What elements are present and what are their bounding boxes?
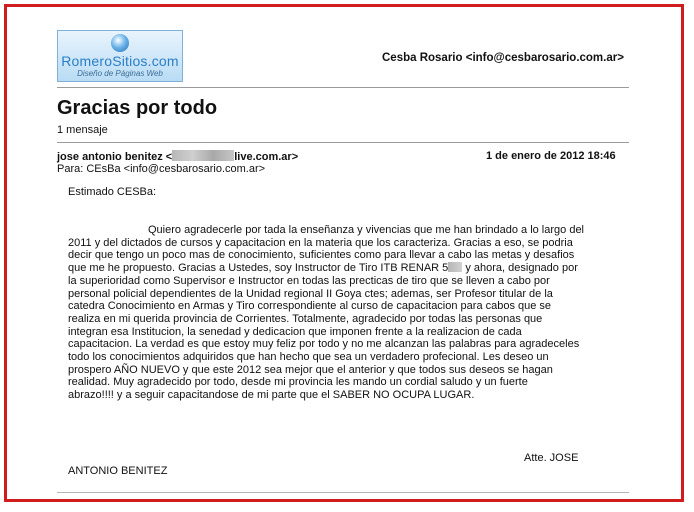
email-subject: Gracias por todo bbox=[57, 97, 218, 119]
body-line: prospero AÑO NUEVO y que este 2012 sea mejor que el anterior y que todos sus deseos se hagan bbox=[68, 363, 553, 376]
from-domain: live.com.ar> bbox=[234, 151, 299, 163]
redacted-email bbox=[172, 150, 234, 161]
body-line: capacitacion. La verdad es que estoy muy feliz por todo y no me alcanzan las palabras para agradeceles bbox=[68, 338, 580, 351]
body-line: catedra Conocimiento en Armas y Tiro correspondiente al curso de capacitacion para cabos que se bbox=[68, 300, 552, 313]
body-line: todo los conocimientos adquiridos que han hecho que sea un verdadero profecional. Les deseo un bbox=[68, 351, 549, 364]
footer-divider bbox=[57, 492, 629, 493]
email-to: Para: CEsBa <info@cesbarosario.com.ar> bbox=[57, 163, 266, 175]
romerositios-logo bbox=[57, 30, 183, 82]
body-line-part: y ahora, designado por bbox=[465, 262, 578, 275]
logo-tagline: Diseño de Páginas Web bbox=[77, 69, 163, 78]
email-body bbox=[68, 224, 628, 402]
email-greeting: Estimado CESBa: bbox=[68, 186, 157, 198]
redacted-number bbox=[448, 262, 462, 272]
email-signature: ANTONIO BENITEZ bbox=[68, 465, 168, 477]
globe-icon bbox=[111, 34, 129, 52]
email-from bbox=[57, 150, 298, 163]
body-line: la superioridad como Supervisor e Instructor en todas las precticas de tiro que se lleven a cabo por bbox=[68, 274, 550, 287]
body-line: Quiero agradecerle por tada la enseñanza y vivencias que me han brindado a lo largo del bbox=[148, 224, 585, 236]
body-line: personal policial dependientes de la Unidad regional II Goya ctes; ademas, ser Profesor titular de la bbox=[68, 287, 553, 300]
header-divider bbox=[57, 87, 629, 88]
message-count: 1 mensaje bbox=[57, 124, 108, 136]
body-line bbox=[68, 262, 628, 275]
body-line: abrazo!!!! y a seguir capacitandose de mi parte que el SABER NO OCUPA LUGAR. bbox=[68, 389, 475, 402]
email-date: 1 de enero de 2012 18:46 bbox=[486, 150, 616, 162]
email-closing: Atte. JOSE bbox=[524, 452, 579, 464]
body-line: 2011 y del dictados de cursos y capacitacion en la materia que los caracteriza. Gracias a eso, se podria bbox=[68, 236, 573, 249]
logo-name: RomeroSitios.com bbox=[61, 53, 179, 69]
body-line-part: que me he propuesto. Gracias a Ustedes, soy Instructor de Tiro ITB RENAR 5 bbox=[68, 262, 449, 275]
from-name: jose antonio benitez < bbox=[57, 151, 173, 163]
body-line: realiza en mi querida provincia de Corrientes. Totalmente, agradecido por todas las personas que bbox=[68, 312, 543, 325]
body-line: decir que tengo un poco mas de conocimiento, suficientes como para llevar a cabo las metas y desafios bbox=[68, 249, 575, 262]
account-sender: Cesba Rosario <info@cesbarosario.com.ar> bbox=[382, 52, 624, 64]
body-line: integran esa Institucion, la senedad y dedicacion que imponen frente a la realizacion de cada bbox=[68, 325, 522, 338]
body-line: realidad. Muy agradecido por todo, desde mi provincia les mando un cordial saludo y un fuerte bbox=[68, 376, 528, 389]
subject-divider bbox=[57, 142, 629, 143]
